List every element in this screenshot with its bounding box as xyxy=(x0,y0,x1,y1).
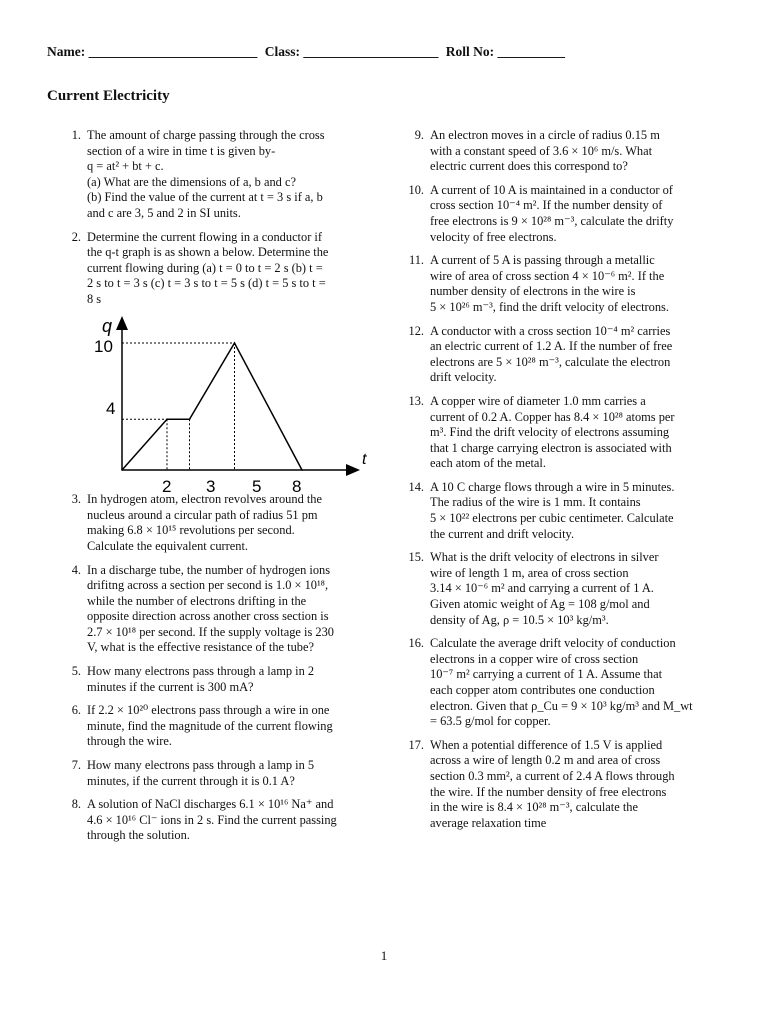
question-line: 2.7 × 10¹⁸ per second. If the supply voltage is 230 xyxy=(87,624,334,639)
question-line: drift velocity. xyxy=(430,370,497,385)
right-question-column xyxy=(405,128,721,839)
y-axis-arrow xyxy=(116,316,128,330)
question-line: each atom of the metal. xyxy=(430,456,546,471)
question-line: 8 s xyxy=(87,291,102,306)
question-number: 4. xyxy=(71,562,81,577)
question-number: 1. xyxy=(71,128,81,142)
y-tick-10: 10 xyxy=(94,336,113,356)
question-line: A 10 C charge flows through a wire in 5 minutes. xyxy=(430,479,675,494)
question-line: m³. Find the drift velocity of electrons assuming xyxy=(430,425,670,440)
worksheet-title: Current Electricity xyxy=(47,88,170,104)
question-line: 4.6 × 10¹⁶ Cl⁻ ions in 2 s. Find the current passing xyxy=(87,812,337,827)
question-line: When a potential difference of 1.5 V is applied xyxy=(430,737,663,752)
question-line: cross section 10⁻⁴ m². If the number density of xyxy=(430,198,663,213)
question-number: 6. xyxy=(71,703,81,718)
x-tick-2: 2 xyxy=(162,476,172,496)
question-1 xyxy=(62,128,372,222)
question-number: 7. xyxy=(71,758,81,773)
class-field-label: Class: ____________________ xyxy=(264,44,439,59)
question-line: What is the drift velocity of electrons in silver xyxy=(430,550,659,565)
question-line: section 0.3 mm², a current of 2.4 A flows through xyxy=(430,768,675,783)
question-16 xyxy=(405,636,721,730)
q-t-graph xyxy=(62,312,372,496)
question-3 xyxy=(62,492,372,554)
question-line: drifitng across a section per second is 1.0 × 10¹⁸, xyxy=(87,578,329,593)
question-line: minutes, if the current through it is 0.1 A? xyxy=(87,773,295,788)
graph-guide-lines xyxy=(121,342,303,471)
question-line: If 2.2 × 10²⁰ electrons pass through a wire in one xyxy=(87,703,330,718)
question-line: 3.14 × 10⁻⁶ m² and carrying a current of 1 A. xyxy=(430,581,654,596)
question-11 xyxy=(405,253,721,315)
question-number: 14. xyxy=(408,479,424,494)
question-line: an electric current of 1.2 A. If the number of free xyxy=(430,339,673,354)
question-10 xyxy=(405,183,721,245)
question-line: current of 0.2 A. Copper has 8.4 × 10²⁸ atoms per xyxy=(430,409,675,424)
question-12 xyxy=(405,324,721,386)
student-info-header xyxy=(47,44,727,60)
question-line: number density of electrons in the wire is xyxy=(430,284,636,299)
question-line: Determine the current flowing in a conductor if xyxy=(87,229,322,244)
question-line: In hydrogen atom, electron revolves around the xyxy=(87,492,322,507)
question-4 xyxy=(62,563,372,657)
question-line: the q-t graph is as shown a below. Determine the xyxy=(87,245,329,260)
question-line: How many electrons pass through a lamp in 5 xyxy=(87,758,315,773)
x-axis-arrow xyxy=(346,464,360,476)
question-line: V, what is the effective resistance of the tube? xyxy=(87,640,314,655)
question-line: making 6.8 × 10¹⁵ revolutions per second. xyxy=(87,523,295,538)
question-number: 10. xyxy=(408,182,424,197)
question-6 xyxy=(62,703,372,750)
question-number: 11. xyxy=(408,253,424,268)
question-line: 2 s to t = 3 s (c) t = 3 s to t = 5 s (d) t = 5 s to t = xyxy=(87,276,326,291)
question-line: minutes if the current is 300 mA? xyxy=(87,679,254,694)
question-line: Given atomic weight of Ag = 108 g/mol and xyxy=(430,597,650,612)
x-tick-8: 8 xyxy=(292,476,302,496)
question-line: 5 × 10²⁶ m⁻³, find the drift velocity of electrons. xyxy=(430,299,669,314)
q-t-graph-svg xyxy=(62,312,367,496)
question-line: in the wire is 8.4 × 10²⁸ m⁻³, calculate the xyxy=(430,800,638,815)
name-field-label: Name: _________________________ xyxy=(47,44,258,59)
question-9 xyxy=(405,128,721,175)
question-line: 10⁻⁷ m² carrying a current of 1 A. Assume that xyxy=(430,667,663,682)
question-line: 5 × 10²² electrons per cubic centimeter. Calculate xyxy=(430,511,674,526)
question-line: In a discharge tube, the number of hydrogen ions xyxy=(87,562,331,577)
question-line: across a wire of length 0.2 m and area of cross xyxy=(430,753,661,768)
left-question-column xyxy=(62,128,372,852)
question-line: while the number of electrons drifting in the xyxy=(87,593,307,608)
question-17 xyxy=(405,738,721,832)
question-number: 8. xyxy=(71,797,81,812)
question-line: velocity of free electrons. xyxy=(430,229,557,244)
question-line: = 63.5 g/mol for copper. xyxy=(430,714,551,729)
question-line: the wire. If the number density of free electrons xyxy=(430,784,667,799)
question-line: opposite direction across another cross section is xyxy=(87,609,329,624)
question-number: 17. xyxy=(408,737,424,752)
question-line: section of a wire in time t is given by- xyxy=(87,143,276,158)
question-line: density of Ag, ρ = 10.5 × 10³ kg/m³. xyxy=(430,612,609,627)
question-line: electric current does this correspond to? xyxy=(430,159,628,174)
question-line: each copper atom contributes one conduction xyxy=(430,683,655,697)
question-line: current flowing during (a) t = 0 to t = 2 s (b) t = xyxy=(87,260,323,275)
question-line: (b) Find the value of the current at t = 3 s if a, b xyxy=(87,190,323,205)
question-line: A solution of NaCl discharges 6.1 × 10¹⁶ Na⁺ and xyxy=(87,797,334,812)
question-line: A conductor with a cross section 10⁻⁴ m² carries xyxy=(430,323,671,338)
question-number: 5. xyxy=(71,664,81,679)
roll-no-field-label: Roll No: __________ xyxy=(445,44,565,59)
question-line: The radius of the wire is 1 mm. It contains xyxy=(430,495,641,510)
question-15 xyxy=(405,550,721,628)
y-axis-label: q xyxy=(102,315,113,336)
question-line: An electron moves in a circle of radius 0.15 m xyxy=(430,128,660,142)
question-number: 13. xyxy=(408,393,424,408)
question-number: 2. xyxy=(71,229,81,244)
question-line: wire of area of cross section 4 × 10⁻⁶ m². If the xyxy=(430,268,665,283)
question-line: The amount of charge passing through the cross xyxy=(87,128,325,142)
question-number: 12. xyxy=(408,323,424,338)
question-line: Calculate the equivalent current. xyxy=(87,538,249,553)
page-number: 1 xyxy=(380,948,388,963)
question-line: through the solution. xyxy=(87,828,190,843)
question-line: electrons are 5 × 10²⁸ m⁻³, calculate the electron xyxy=(430,354,671,369)
question-number: 3. xyxy=(71,492,81,507)
question-13 xyxy=(405,394,721,472)
question-7 xyxy=(62,758,372,789)
question-2 xyxy=(62,230,372,308)
question-5 xyxy=(62,664,372,695)
question-line: the current and drift velocity. xyxy=(430,526,575,541)
question-line: Calculate the average drift velocity of conduction xyxy=(430,636,676,651)
x-axis-label: t xyxy=(362,450,367,468)
question-number: 16. xyxy=(408,636,424,651)
question-line: electrons in a copper wire of cross section xyxy=(430,651,639,666)
x-tick-3: 3 xyxy=(206,476,216,496)
y-tick-4: 4 xyxy=(106,398,116,418)
question-line: electron. Given that ρ_Cu = 9 × 10³ kg/m³ and M_wt xyxy=(430,698,693,713)
question-line: free electrons is 9 × 10²⁸ m⁻³, calculate the drifty xyxy=(430,213,674,228)
question-line: that 1 charge carrying electron is associated with xyxy=(430,440,672,455)
question-line: through the wire. xyxy=(87,734,172,749)
question-line: with a constant speed of 3.6 × 10⁶ m/s. What xyxy=(430,143,653,158)
x-tick-5: 5 xyxy=(252,476,262,496)
question-line: and c are 3, 5 and 2 in SI units. xyxy=(87,205,241,220)
question-line: nucleus around a circular path of radius 51 pm xyxy=(87,507,318,522)
question-number: 9. xyxy=(414,128,424,142)
q-t-data-line xyxy=(122,343,302,470)
question-number: 15. xyxy=(408,550,424,565)
question-line: minute, find the magnitude of the current flowing xyxy=(87,718,333,733)
question-line: (a) What are the dimensions of a, b and c? xyxy=(87,174,296,189)
question-line: q = at² + bt + c. xyxy=(87,159,164,174)
question-line: How many electrons pass through a lamp in 2 xyxy=(87,664,315,679)
question-line: A current of 5 A is passing through a metallic xyxy=(430,253,655,268)
question-14 xyxy=(405,480,721,542)
question-line: A current of 10 A is maintained in a conductor of xyxy=(430,182,673,197)
question-8 xyxy=(62,797,372,844)
question-line: wire of length 1 m, area of cross section xyxy=(430,565,629,580)
question-line: average relaxation time xyxy=(430,815,547,830)
question-line: A copper wire of diameter 1.0 mm carries a xyxy=(430,393,646,408)
